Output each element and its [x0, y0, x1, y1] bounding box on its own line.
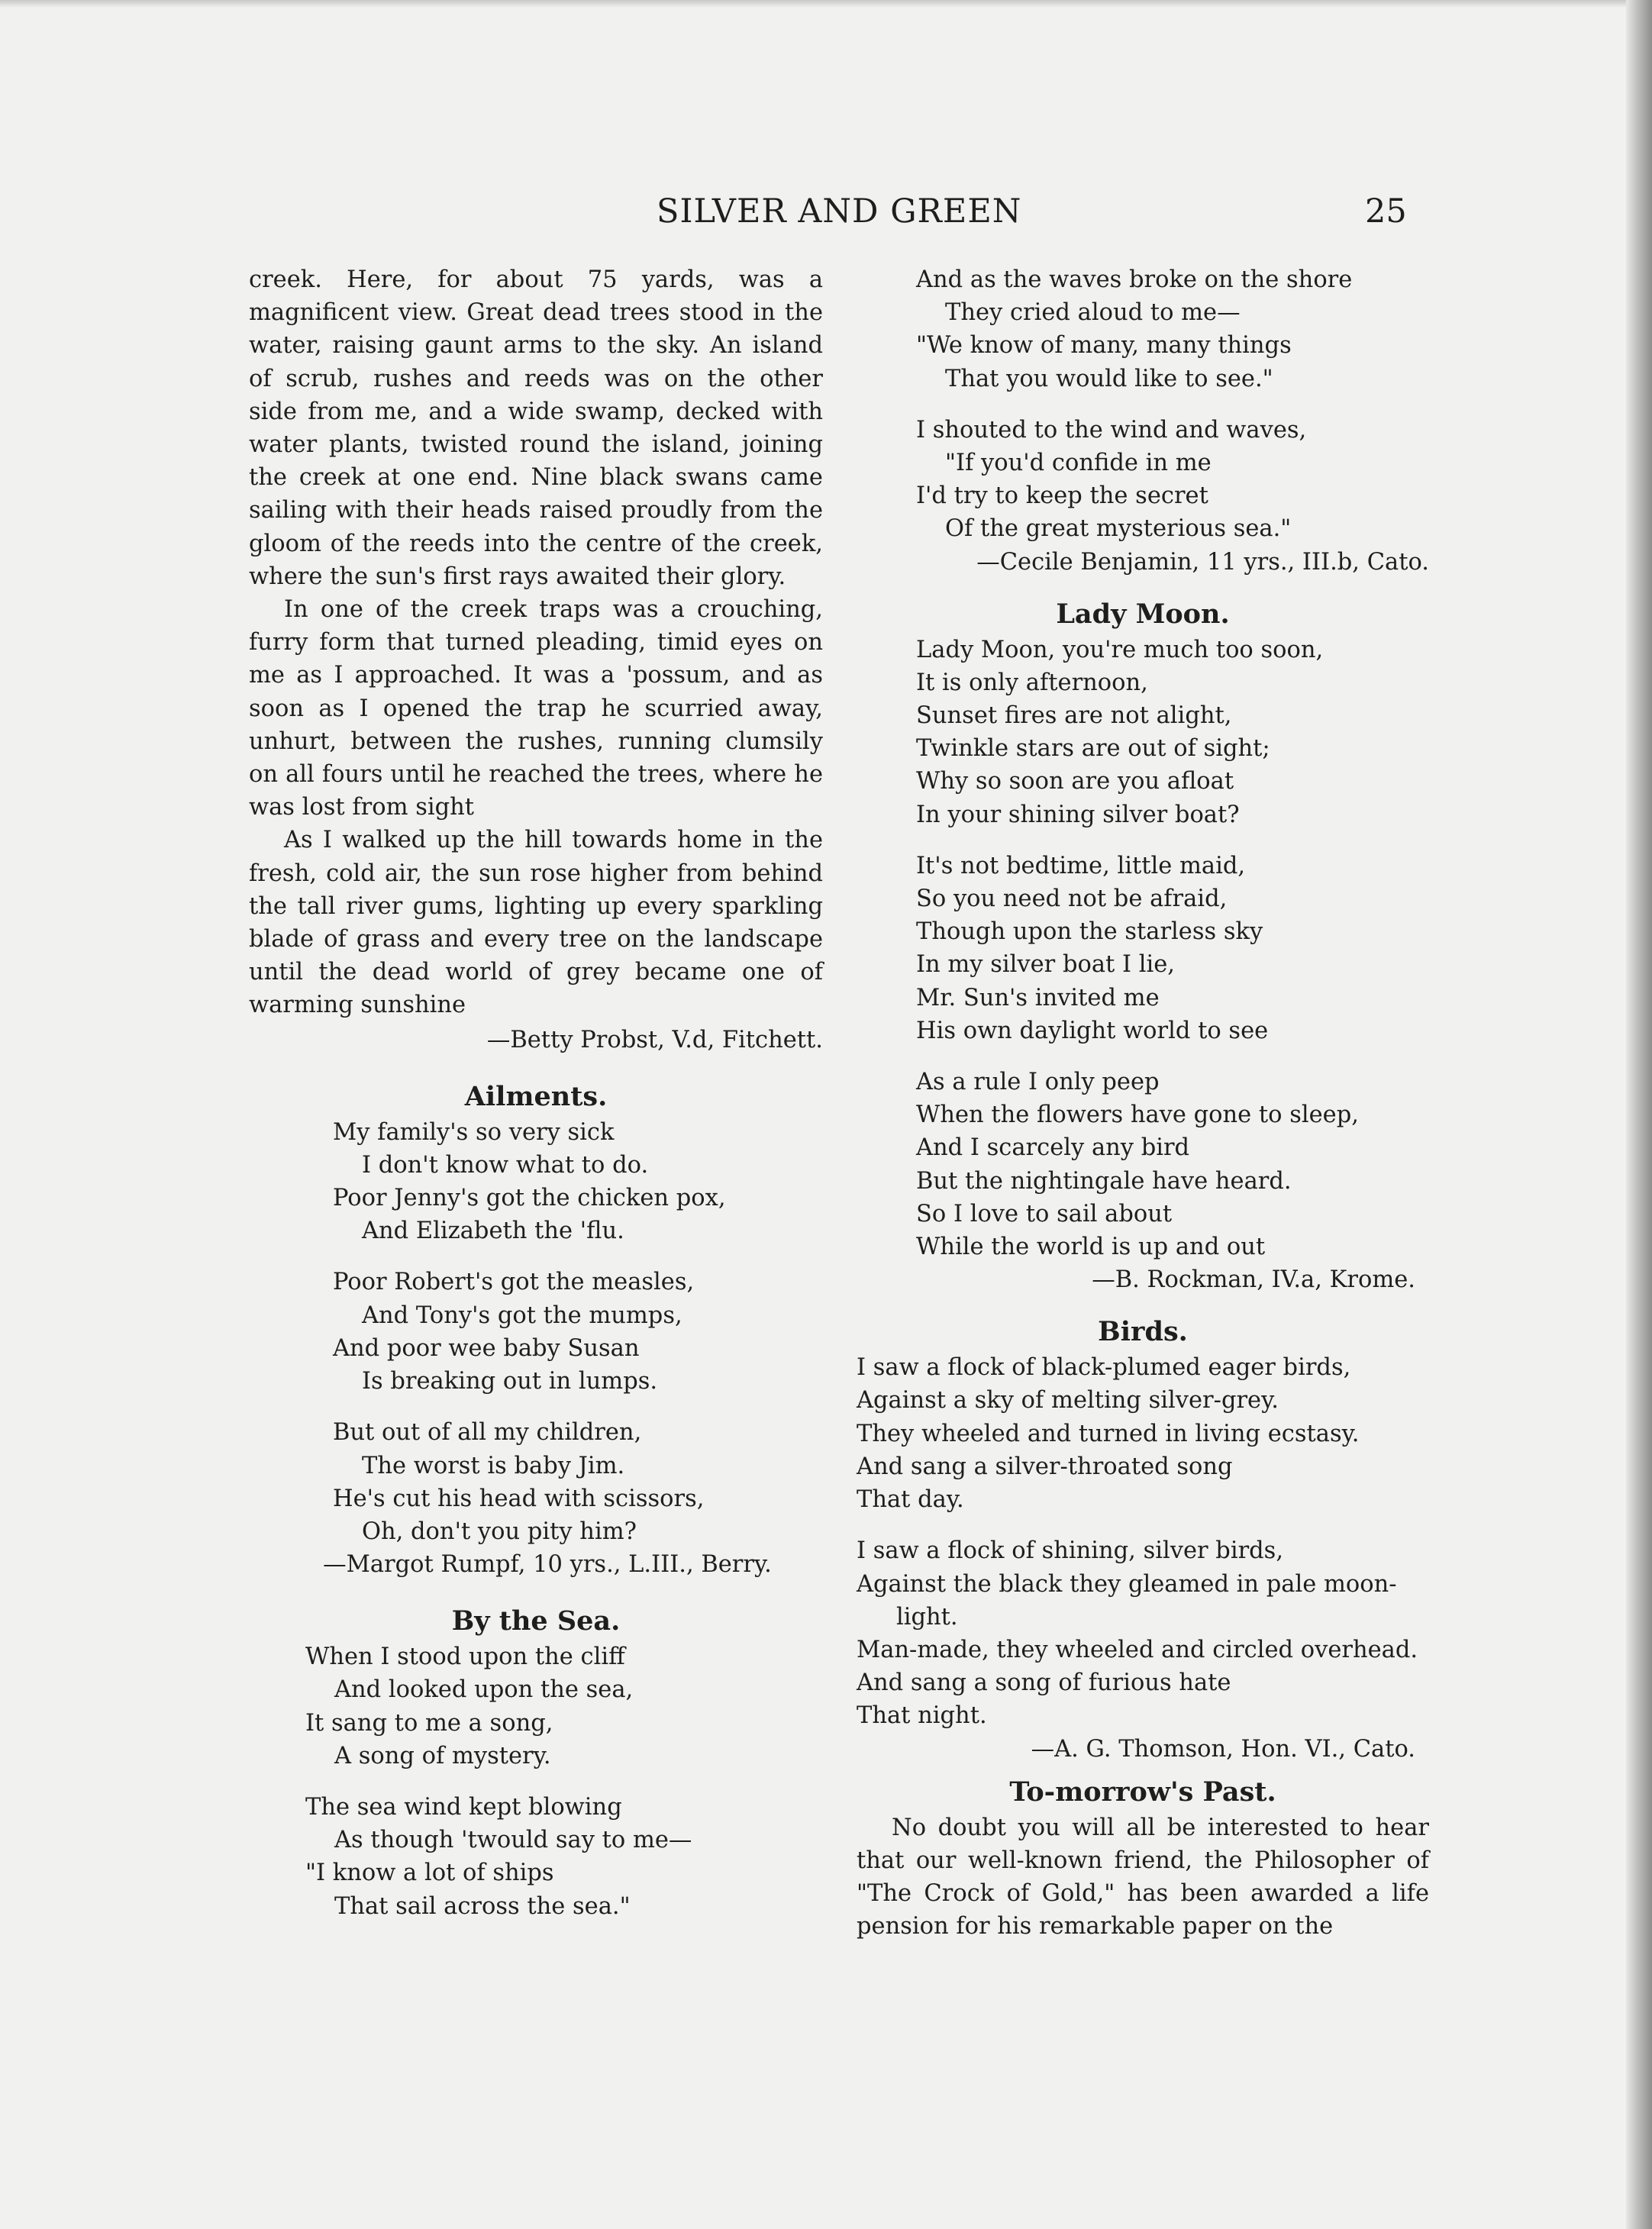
poem-stanza: [857, 1534, 1429, 1732]
running-header: [0, 192, 1652, 238]
poem-line: As though 'twould say to me—: [334, 1827, 692, 1854]
poem-line: So you need not be afraid,: [916, 885, 1228, 913]
poem-ailments: [249, 1116, 823, 1548]
poem-line: Oh, don't you pity him?: [362, 1518, 637, 1545]
poem-stanza: [916, 634, 1429, 831]
poem-title-birds: Birds.: [1098, 1316, 1188, 1348]
poem-line: His own daylight world to see: [916, 1017, 1269, 1044]
poem-line: I shouted to the wind and waves,: [916, 416, 1307, 444]
poem-line: In my silver boat I lie,: [916, 951, 1175, 979]
poem-line: I saw a flock of black-plumed eager birds,: [857, 1354, 1351, 1382]
prose-signature: —Betty Probst, V.d, Fitchett.: [486, 1026, 823, 1053]
poem-line: They cried aloud to me—: [945, 299, 1241, 327]
page-top-edge: [0, 0, 1652, 8]
poem-line: I don't know what to do.: [362, 1151, 649, 1179]
poem-by-the-sea-continued: [857, 263, 1429, 546]
poem-line: Sunset fires are not alight,: [916, 702, 1232, 730]
poem-birds: [857, 1351, 1429, 1732]
poem-stanza: [305, 1791, 823, 1923]
poem-line: Against the black they gleamed in pale moon-: [857, 1570, 1397, 1598]
page-binding-edge: [1626, 0, 1652, 2229]
poem-signature: —Cecile Benjamin, 11 yrs., III.b, Cato.: [976, 548, 1429, 576]
poem-line: light.: [896, 1603, 958, 1631]
poem-by-the-sea: [249, 1640, 823, 1923]
poem-line: As a rule I only peep: [916, 1069, 1160, 1096]
page-number: 25: [1365, 192, 1407, 231]
poem-line: Man-made, they wheeled and circled overhead.: [857, 1636, 1418, 1663]
left-column: [249, 263, 823, 1923]
poem-line: In your shining silver boat?: [916, 801, 1240, 828]
poem-line: That day.: [857, 1486, 964, 1514]
poem-stanza: [916, 263, 1429, 395]
poem-line: It is only afternoon,: [916, 669, 1148, 696]
poem-line: It sang to me a song,: [305, 1709, 553, 1737]
poem-stanza: [916, 1066, 1429, 1263]
poem-line: "I know a lot of ships: [305, 1860, 554, 1887]
poem-line: He's cut his head with scissors,: [333, 1485, 705, 1512]
poem-stanza: [305, 1640, 823, 1773]
poem-line: Poor Jenny's got the chicken pox,: [333, 1185, 726, 1212]
poem-line: Is breaking out in lumps.: [362, 1368, 658, 1395]
poem-signature: —B. Rockman, IV.a, Krome.: [1092, 1266, 1415, 1294]
poem-line: A song of mystery.: [334, 1742, 551, 1769]
poem-line: Lady Moon, you're much too soon,: [916, 636, 1324, 663]
poem-line: And I scarcely any bird: [916, 1134, 1190, 1162]
poem-line: While the world is up and out: [916, 1234, 1266, 1261]
poem-line: I saw a flock of shining, silver birds,: [857, 1537, 1284, 1565]
poem-stanza: [333, 1416, 823, 1548]
poem-lady-moon: [857, 634, 1429, 1264]
right-column: [857, 263, 1429, 1943]
article-paragraph: No doubt you will all be interested to hear that our well-known friend, the Philosopher of "The Crock of Gold," has been awarded a life pension for his remarkable paper on the: [857, 1814, 1429, 1940]
poem-line: And sang a silver-throated song: [857, 1453, 1233, 1480]
poem-signature: —Margot Rumpf, 10 yrs., L.III., Berry.: [323, 1551, 772, 1579]
poem-line: When the flowers have gone to sleep,: [916, 1102, 1359, 1129]
poem-line: And as the waves broke on the shore: [916, 266, 1353, 293]
prose-paragraph: In one of the creek traps was a crouching, furry form that turned pleading, timid eyes on me as I approached. It was a 'possum, and as soon as I opened the trap he scurried away, unhurt, between the rushes, running clumsily on all fours until he reached the trees, where he was lost from sight: [249, 596, 823, 821]
poem-line: That you would like to see.": [945, 365, 1273, 392]
poem-line: The sea wind kept blowing: [305, 1793, 622, 1821]
poem-line: Against a sky of melting silver-grey.: [857, 1387, 1279, 1414]
poem-line: And sang a song of furious hate: [857, 1669, 1231, 1697]
poem-line: The worst is baby Jim.: [362, 1452, 625, 1479]
poem-line: And Tony's got the mumps,: [362, 1302, 682, 1329]
poem-line: And Elizabeth the 'flu.: [362, 1218, 624, 1245]
poem-line: Why so soon are you afloat: [916, 768, 1234, 795]
prose-paragraph: creek. Here, for about 75 yards, was a magnificent view. Great dead trees stood in the water, raising gaunt arms to the sky. An island of scrub, rushes and reeds was on the other side from me, and a wide swamp, decked with water plants, twisted round the island, joining the creek at one end. Nine black swans came sailing with their heads raised proudly from the gloom of the reeds into the centre of the creek, where the sun's first rays awaited their glory.: [249, 266, 823, 590]
poem-line: Of the great mysterious sea.": [945, 515, 1292, 543]
article-title-tomorrows-past: To-morrow's Past.: [1009, 1776, 1276, 1808]
poem-line: They wheeled and turned in living ecstasy.: [857, 1420, 1360, 1447]
poem-line: When I stood upon the cliff: [305, 1644, 625, 1671]
poem-title-ailments: Ailments.: [464, 1080, 608, 1112]
poem-line: Poor Robert's got the measles,: [333, 1269, 695, 1296]
poem-line: I'd try to keep the secret: [916, 482, 1208, 510]
poem-line: And looked upon the sea,: [334, 1676, 634, 1704]
poem-line: Mr. Sun's invited me: [916, 984, 1160, 1011]
poem-line: "We know of many, many things: [916, 332, 1292, 360]
poem-line: And poor wee baby Susan: [333, 1334, 640, 1362]
prose-paragraph: As I walked up the hill towards home in the fresh, cold air, the sun rose higher from behind the tall river gums, lighting up every sparkling blade of grass and every tree on the landscape until the dead world of grey became one of warming sunshine: [249, 827, 823, 1019]
poem-line: It's not bedtime, little maid,: [916, 852, 1246, 879]
poem-line: My family's so very sick: [333, 1118, 615, 1146]
poem-stanza: [857, 1351, 1429, 1516]
poem-line: So I love to sail about: [916, 1200, 1173, 1227]
poem-title-lady-moon: Lady Moon.: [1056, 598, 1230, 630]
poem-line: But the nightingale have heard.: [916, 1167, 1292, 1195]
running-title: SILVER AND GREEN: [657, 192, 1022, 231]
poem-title-by-the-sea: By the Sea.: [451, 1605, 621, 1637]
poem-stanza: [333, 1266, 823, 1398]
poem-line: But out of all my children,: [333, 1419, 642, 1447]
poem-line: That sail across the sea.": [334, 1892, 631, 1920]
poem-stanza: [916, 850, 1429, 1047]
poem-stanza: [916, 414, 1429, 546]
poem-line: Though upon the starless sky: [916, 918, 1263, 946]
poem-line: That night.: [857, 1702, 987, 1730]
poem-stanza: [333, 1116, 823, 1248]
poem-line: "If you'd confide in me: [945, 450, 1212, 477]
poem-signature: —A. G. Thomson, Hon. VI., Cato.: [1031, 1735, 1415, 1763]
poem-line: Twinkle stars are out of sight;: [916, 735, 1270, 763]
